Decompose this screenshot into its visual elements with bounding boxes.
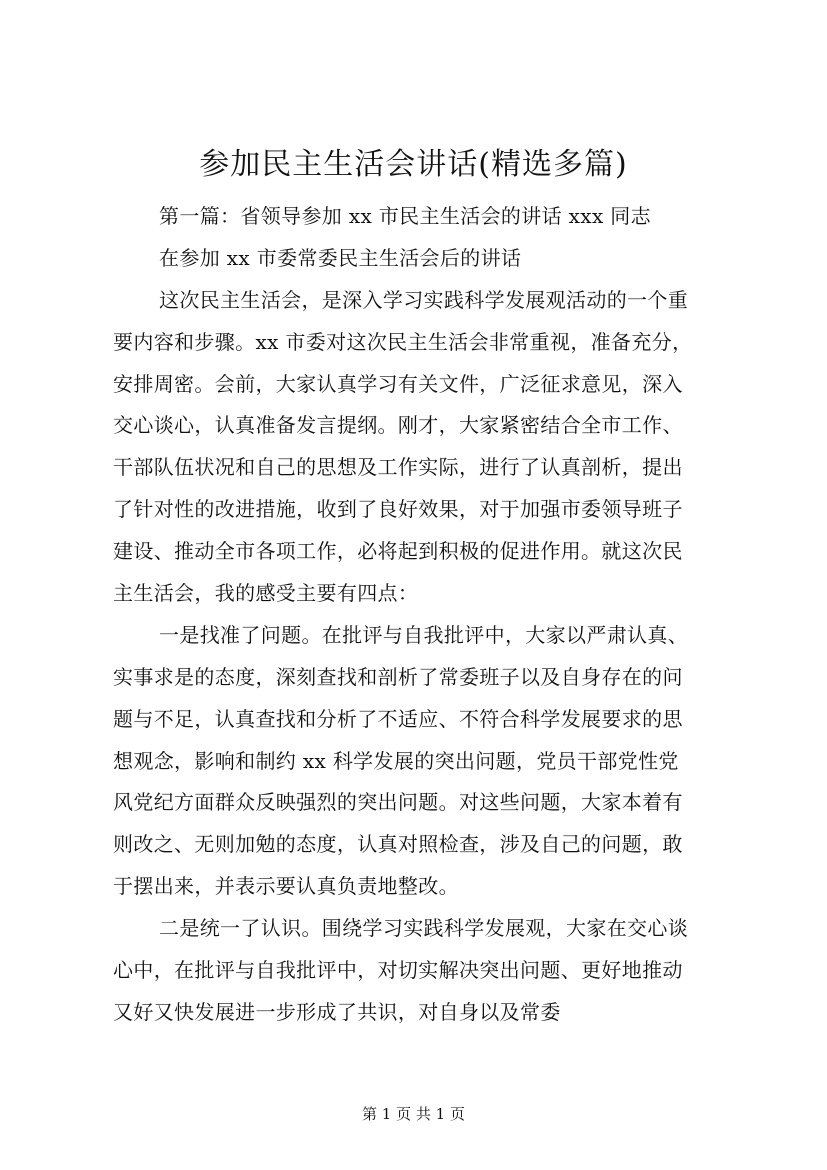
text-line: 建设、推动全市各项工作，必将起到积极的促进作用。就这次民	[113, 539, 683, 564]
text-line: 安排周密。会前，大家认真学习有关文件，广泛征求意见，深入	[113, 371, 683, 396]
text-line: 这次民主生活会，是深入学习实践科学发展观活动的一个重	[159, 287, 689, 312]
text-line: 干部队伍状况和自己的思想及工作实际，进行了认真剖析，提出	[113, 455, 683, 480]
text-line: 想观念，影响和制约 xx 科学发展的突出问题，党员干部党性党	[113, 748, 679, 773]
text-line: 主生活会，我的感受主要有四点：	[113, 581, 419, 606]
text-line: 则改之、无则加勉的态度，认真对照检查，涉及自己的问题，敢	[113, 832, 683, 857]
text-line: 题与不足，认真查找和分析了不适应、不符合科学发展要求的思	[113, 706, 683, 731]
text-line: 要内容和步骤。xx 市委对这次民主生活会非常重视，准备充分，	[113, 329, 693, 354]
text-line: 风党纪方面群众反映强烈的突出问题。对这些问题，大家本着有	[113, 790, 683, 815]
text-line: 实事求是的态度，深刻查找和剖析了常委班子以及自身存在的问	[113, 664, 683, 689]
text-line: 于摆出来，并表示要认真负责地整改。	[113, 874, 459, 899]
text-line: 心中，在批评与自我批评中，对切实解决突出问题、更好地推动	[113, 958, 683, 983]
text-line: 在参加 xx 市委常委民主生活会后的讲话	[159, 245, 522, 270]
document-title: 参加民主生活会讲话(精选多篇)	[199, 147, 628, 182]
text-line: 了针对性的改进措施，收到了良好效果，对于加强市委领导班子	[113, 497, 683, 522]
document-body	[113, 196, 737, 1034]
page-number-footer: 第 1 页 共 1 页	[362, 1105, 465, 1123]
text-line: 二是统一了认识。围绕学习实践科学发展观，大家在交心谈	[159, 916, 689, 941]
text-line: 又好又快发展进一步形成了共识，对自身以及常委	[113, 999, 561, 1024]
text-line: 交心谈心，认真准备发言提纲。刚才，大家紧密结合全市工作、	[113, 413, 683, 438]
text-line: 一是找准了问题。在批评与自我批评中，大家以严肃认真、	[159, 622, 689, 647]
text-line: 第一篇：省领导参加 xx 市民主生活会的讲话 xxx 同志	[159, 204, 651, 228]
